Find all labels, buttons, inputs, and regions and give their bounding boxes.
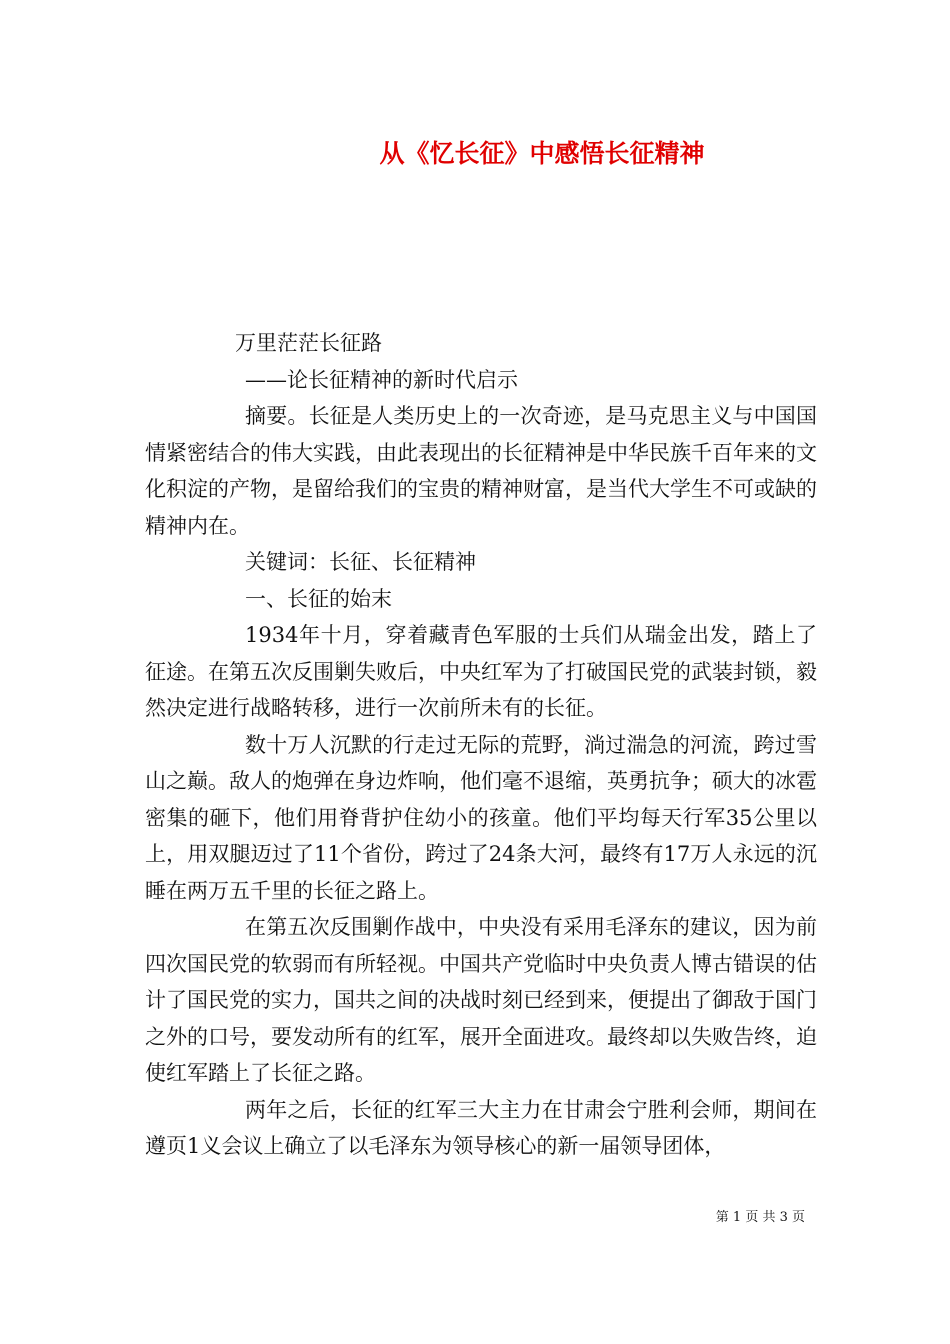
paragraph-1934: 1934年十月，穿着藏青色军服的士兵们从瑞金出发，踏上了征途。在第五次反围剿失败后，中央红军为了打破国民党的武装封锁，毅然决定进行战略转移，进行一次前所未有的长征。 [145,623,817,720]
paragraph-two-years: 两年之后，长征的红军三大主力在甘肃会宁胜利会师，期间在遵页1义会议上确立了以毛泽东为领导核心的新一届领导团体， [145,1097,817,1158]
paragraph-march: 数十万人沉默的行走过无际的荒野，淌过湍急的河流，跨过雪山之巅。敌人的炮弹在身边炸响，他们毫不退缩，英勇抗争；硕大的冰雹密集的砸下，他们用脊背护住幼小的孩童。他们平均每天行军35公里以上，用双腿迈过了11个省份，跨过了24条大河，最终有17万人永远的沉睡在两万五千里的长征之路上。 [145,732,817,903]
paragraph-abstract: 摘要。长征是人类历史上的一次奇迹，是马克思主义与中国国情紧密结合的伟大实践，由此表现出的长征精神是中华民族千百年来的文化积淀的产物，是留给我们的宝贵的精神财富，是当代大学生不可或缺的精神内在。 [145,404,817,538]
subtitle-main: 万里茫茫长征路 [235,331,382,355]
page-footer: 第 1 页 共 3 页 [715,1210,805,1225]
subtitle-sub: ——论长征精神的新时代启示 [245,367,518,392]
document-body [145,325,817,1165]
document-title: 从《忆长征》中感悟长征精神 [379,139,705,168]
paragraph-keywords: 关键词：长征、长征精神 [245,550,476,574]
paragraph-fifth-campaign: 在第五次反围剿作战中，中央没有采用毛泽东的建议，因为前四次国民党的软弱而有所轻视。中国共产党临时中央负责人博古错误的估计了国民党的实力，国共之间的决战时刻已经到来，便提出了御敌于国门之外的口号，要发动所有的红军，展开全面进攻。最终却以失败告终，迫使红军踏上了长征之路。 [145,915,817,1085]
section-heading: 一、长征的始末 [245,586,392,611]
